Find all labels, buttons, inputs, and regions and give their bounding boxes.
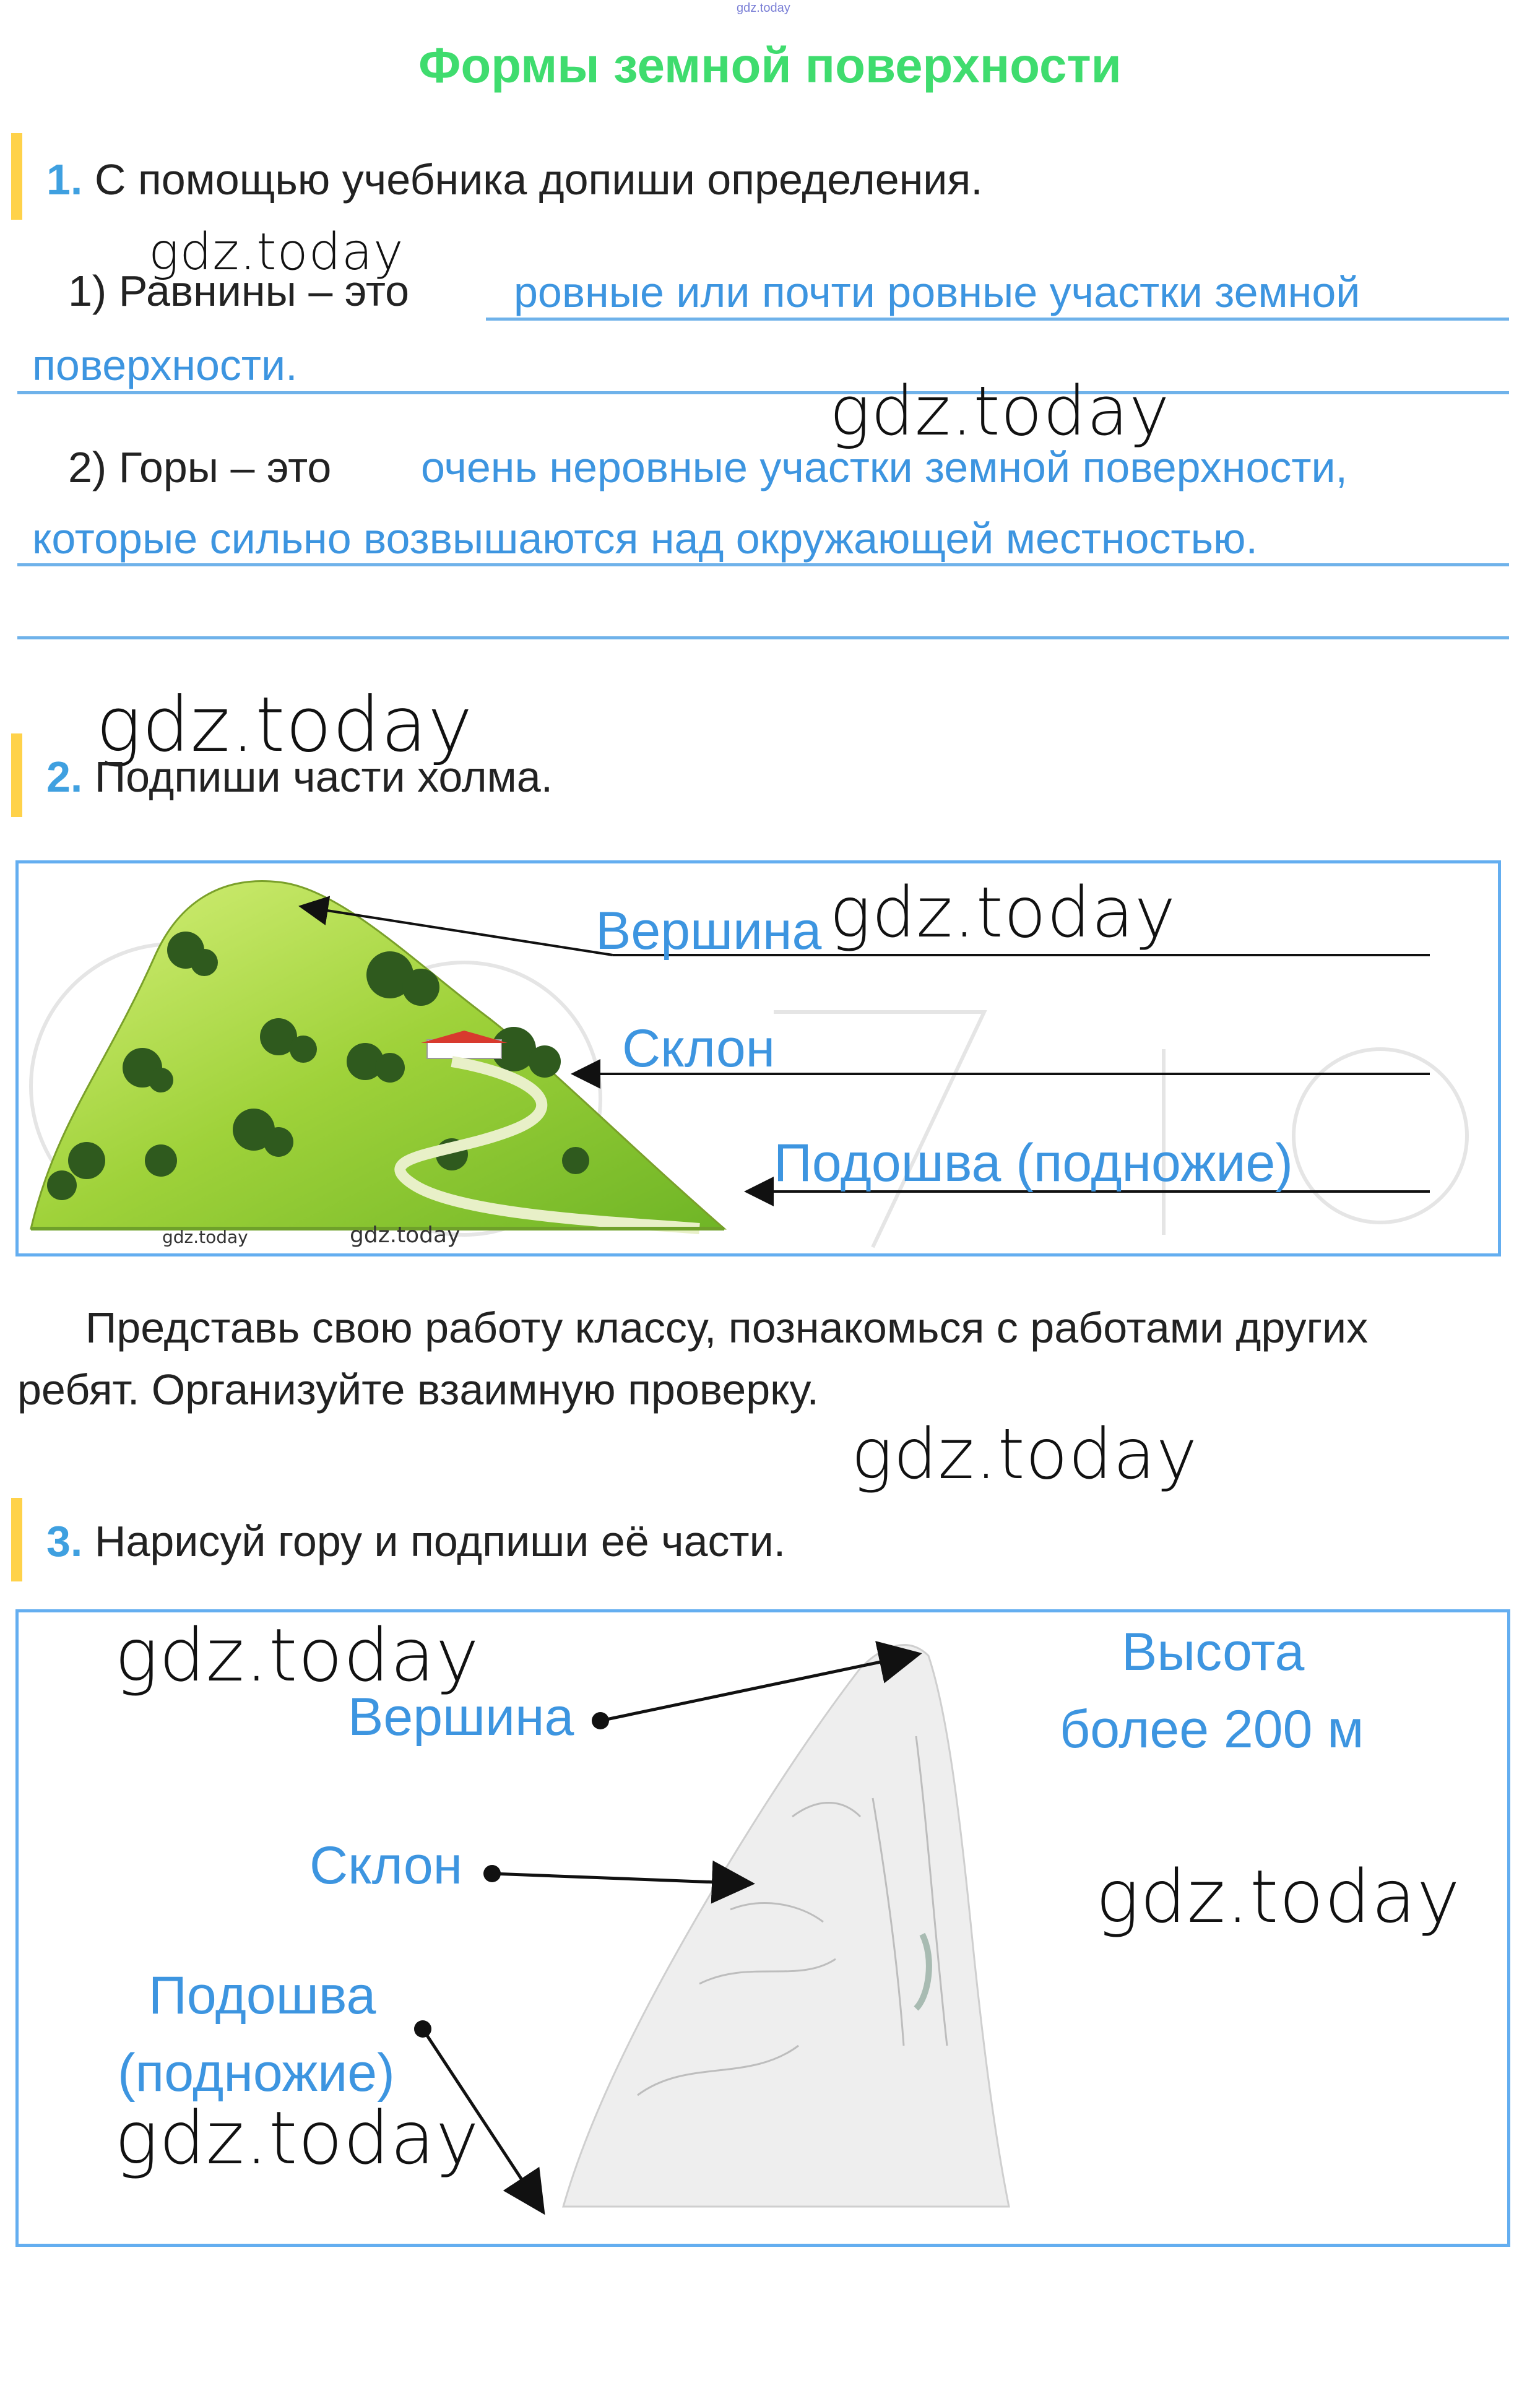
watermark: gdz.today xyxy=(829,371,1170,451)
small-watermark: gdz.today xyxy=(162,1227,248,1247)
task1-number: 1. xyxy=(46,155,83,204)
task1-text: С помощью учебника допиши определения. xyxy=(94,155,983,204)
mountain-label-slope[interactable]: Склон xyxy=(309,1836,463,1895)
small-watermark: gdz.today xyxy=(350,1222,461,1248)
task2-number: 2. xyxy=(46,753,83,801)
task2-text: Подпиши части холма. xyxy=(94,753,553,801)
watermark: gdz.today xyxy=(1096,1854,1461,1939)
answer-line xyxy=(17,636,1509,639)
answer-line xyxy=(17,391,1509,394)
task1-item1-prefix: 1) Равнины – это xyxy=(68,267,410,315)
slope-pointer xyxy=(492,1874,749,1883)
task1-item1-answer-b[interactable]: поверхности. xyxy=(32,341,298,389)
task1-item2-answer-a[interactable]: очень неровные участки земной поверхности, xyxy=(421,443,1348,491)
answer-line xyxy=(17,563,1509,566)
task3-text: Нарисуй гору и подпиши её части. xyxy=(94,1517,786,1565)
answer-line xyxy=(486,318,1509,321)
mountain-label-foot-line1[interactable]: Подошва xyxy=(149,1966,376,2025)
task2-note-line2: ребят. Организуйте взаимную проверку. xyxy=(17,1365,819,1414)
task1-item1-answer-a[interactable]: ровные или почти ровные участки земной xyxy=(514,268,1360,316)
task3-number: 3. xyxy=(46,1517,83,1565)
task1-item2-prefix: 2) Горы – это xyxy=(68,443,332,491)
hill-label-foot[interactable]: Подошва (подножие) xyxy=(774,1133,1293,1193)
task2-heading xyxy=(46,752,553,802)
height-label-line2: более 200 м xyxy=(1060,1700,1364,1759)
watermark: gdz.today xyxy=(115,2095,480,2181)
height-label-line1: Высота xyxy=(1122,1622,1305,1682)
task1-heading xyxy=(46,155,983,204)
hill-label-top[interactable]: Вершина xyxy=(595,901,822,961)
watermark: gdz.today xyxy=(96,681,474,769)
watermark: gdz.today xyxy=(829,873,1177,953)
task1-item2-answer-b[interactable]: которые сильно возвышаются над окружающей местностью. xyxy=(32,514,1258,563)
task1-accent-bar xyxy=(11,133,22,220)
task2-note-line1: Представь свою работу классу, познакомься с работами других xyxy=(85,1304,1369,1352)
mountain-sketch xyxy=(563,1645,1009,2207)
mountain-label-top[interactable]: Вершина xyxy=(348,1687,574,1747)
task2-accent-bar xyxy=(11,733,22,817)
task3-accent-bar xyxy=(11,1498,22,1581)
mountain-label-foot-line2[interactable]: (подножие) xyxy=(118,2043,395,2103)
hill-label-slope[interactable]: Склон xyxy=(622,1019,776,1078)
task3-heading xyxy=(46,1516,785,1566)
watermark: gdz.today xyxy=(851,1414,1198,1495)
page-title: Формы земной поверхности xyxy=(418,38,1122,93)
top-watermark: gdz.today xyxy=(737,1,790,15)
watermark: gdz.today xyxy=(149,223,404,282)
watermark: gdz.today xyxy=(115,1612,480,1698)
